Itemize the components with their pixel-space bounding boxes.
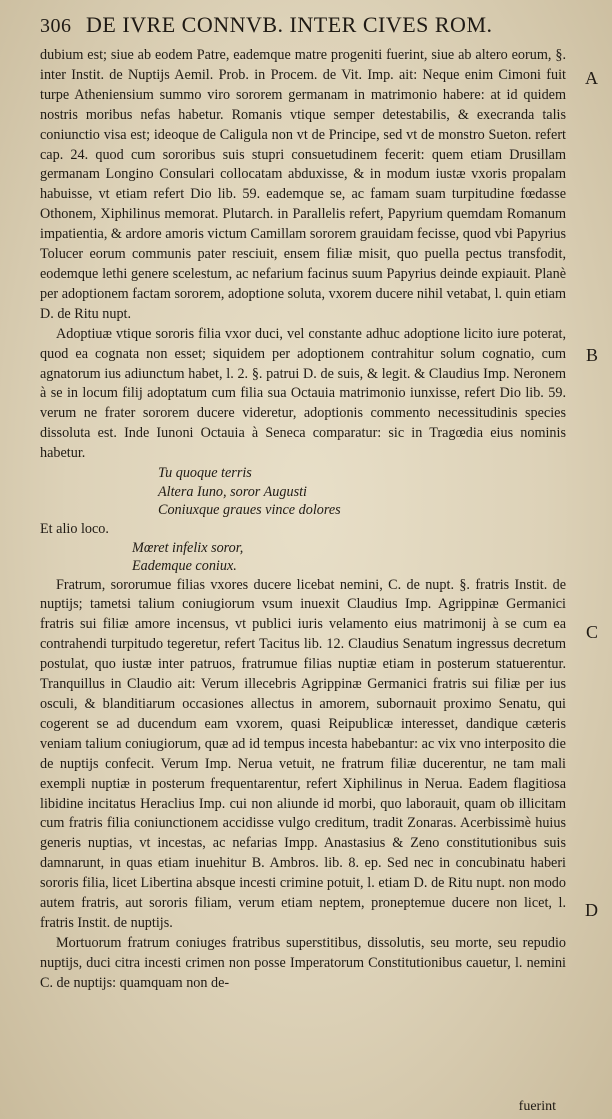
verse-line: Eademque coniux.: [132, 558, 237, 575]
margin-letter-a: A: [585, 68, 598, 88]
running-head: [40, 12, 566, 42]
page-body: [40, 46, 566, 994]
paragraph-1: dubium est; siue ab eodem Patre, eademque matre progeniti fuerint, siue ab altero eorum, §. inter Instit. de Nuptijs Aemil. Prob. in Procem. de Vit. Imp. ait: Neque enim Cimoni fuit turpe Atheniensium summo viro sororem germanam in matrimonio habere: at id quidem nostris moribus nefas habetur. Romanis vtique semper detestabilis, & execranda talis coniunctio visa est; ideoque de Caligula non vt de Principe, sed vt de monstro Sueton. refert cap. 24. quod cum sororibus suis stupri consuetudinem fecerit: quem etiam Drusillam germanam Longino Consulari collocatam abduxisse, & in modum iustæ vxoris propalam habuisse, vt etiam refert Dio lib. 59. eademque se, ac famam suam turpitudine fœdasse Othonem, Xiphilinus memorat. Plutarch. in Parallelis refert, Papyrium quemdam Romanum impatientia, & ardore amoris victum Camillam sororem grauidam fecisse, quod vbi Papyrius Tolucer eorum communis pater resciuit, ensem filiæ misit, quo puella pectus transfodit, eodemque lethi genere scelestum, ac nefarium facinus suum Papyrius deinde expiauit. Planè per adoptionem factam sororem, adoptione soluta, vxorem ducere nihil vetabat, l. quin etiam D. de Ritu nupt.: [40, 47, 566, 322]
margin-letter-c: C: [585, 622, 598, 642]
verse-intro: Et alio loco.: [40, 520, 109, 537]
running-title: DE IVRE CONNVB. INTER CIVES ROM.: [86, 12, 493, 37]
verse-line: Tu quoque terris: [158, 465, 252, 482]
paragraph-2: Adoptiuæ vtique sororis filia vxor duci, vel constante adhuc adoptione licito iure poterat, quod ea cognata non esset; siquidem per adoptionem contrahitur solum cognatio, cum agnatorum ius adiunctum habet, l. 2. §. patrui D. de suis, & legit. & Claudius Imp. Neronem à se in locum filij adoptatum cum filia sua Octauia matrimonio iunxisse, refert Dio lib. 59. verum ne frater sororem ducere videretur, adoptionis commento necessitudinis species dissoluta est. Inde Iunoni Octauia à Seneca comparatur: sic in Tragœdia eius nominis habetur.: [40, 325, 566, 462]
catchword: fuerint: [518, 1099, 556, 1114]
page-number: 306: [40, 15, 72, 37]
verse-line: Mœret infelix soror,: [132, 539, 244, 556]
margin-letter-d: D: [585, 900, 598, 920]
verse-line: Altera Iuno, soror Augusti: [158, 483, 307, 500]
paragraph-3: Fratrum, sororumue filias vxores ducere licebat nemini, C. de nupt. §. fratris Instit. de nuptijs; tametsi talium coniugiorum vsum inuexit Claudius Imp. Agrippinæ Germanici fratris sui filiæ amore incensus, vt publici iuris velamento eius matrimonij à se cum ea contrahendi turpitudo tegeretur, refert Tacitus lib. 12. Claudius Senatum ingressus decretum postulat, quo iustæ inter patruos, fratrumue filias nuptiæ etiam in posterum statuerentur. Tranquillus in Claudio ait: Verum illecebris Agrippinæ Germanici fratris sui filiæ per ius osculi, & blanditiarum occasiones allectus in amorem, subornauit proximo Senatu, qui cogerent se ad ducendum eam vxorem, quasi Reipublicæ interesset, dandique cæteris veniam talium coniugiorum, quæ ad id tempus incesta habebantur: ac vix vno interposito die de nuptijs confecit. Verum Imp. Nerua vetuit, ne fratrum filiæ ducerentur, ne tam mali exempli nuptiæ in posterum frequentarentur, refert Xiphilinus in Nerua. Eadem flagitiosa libidine incitatus Heraclius Imp. cui non aliunde id morbi, quo laborauit, quam ob illicitam cum fratris filia coniunctionem accidisse vulgo creditum, tradit Zonaras. Acerbissimè huius generis nuptias, vt incestas, ac nefarias Impp. Anastasius & Zeno constitutionibus suis damnarunt, in quas etiam inuehitur B. Ambros. lib. 8. ep. Sed nec in concubinatu haberi sororis filia, licet Libertina absque incesti crimine potuit, l. etiam D. de Ritu nupt. non modo autem fratris, aut sororis filiam, verum etiam neptem, proneptemue ducere non licet, l. fratris Instit. de nuptijs.: [40, 576, 566, 931]
verse-line: Coniuxque graues vince dolores: [158, 502, 341, 519]
paragraph-4: Mortuorum fratrum coniuges fratribus superstitibus, dissolutis, seu morte, seu repudio nuptijs, duci citra incesti crimen non posse Imperatorum Constitutionibus cauetur, l. nemini C. de nuptijs: quamquam non de-: [40, 934, 566, 991]
margin-letter-b: B: [585, 345, 598, 365]
